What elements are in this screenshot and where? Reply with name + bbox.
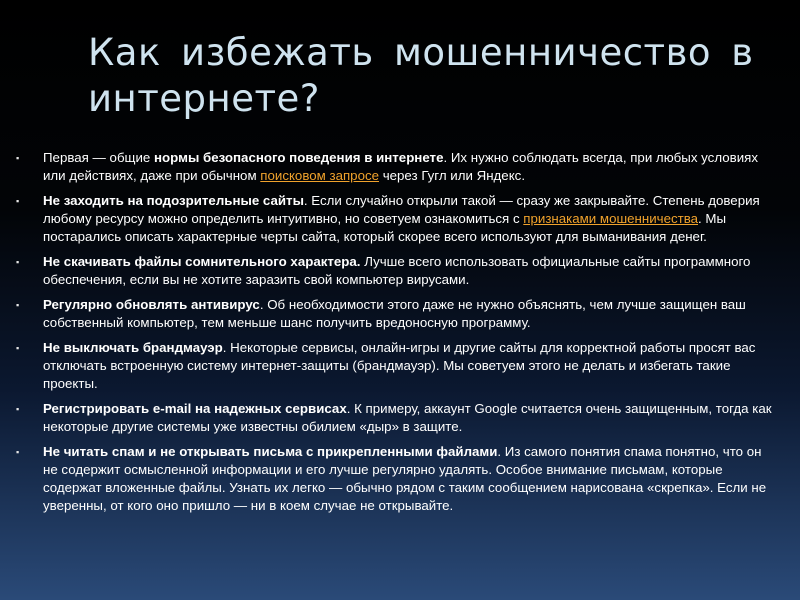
bullet-item: [16, 339, 776, 393]
bullet-text: . Мы постарались описать характерные черты сайта, который скорее всего используют для выманивания денег.: [43, 211, 727, 244]
bullet-list: [16, 149, 776, 522]
bullet-item: [16, 296, 776, 332]
bullet-text: через Гугл или Яндекс.: [379, 168, 526, 183]
bullet-item: [16, 253, 776, 289]
bullet-item: [16, 443, 776, 515]
bullet-text: . Об необходимости этого даже не нужно объяснять, чем лучше защищен ваш собственный компьютер, тем меньше шанс получить вредоносную программу.: [43, 297, 746, 330]
bullet-heading: Не читать спам и не открывать письма с прикрепленными файлами: [43, 444, 498, 459]
bullet-marker-icon: ▪: [16, 343, 20, 353]
bullet-text: . Их нужно соблюдать всегда, при любых условиях или действиях, даже при обычном: [43, 150, 758, 183]
bullet-marker-icon: ▪: [16, 404, 20, 414]
bullet-marker-icon: ▪: [16, 196, 20, 206]
bullet-heading: Регулярно обновлять антивирус: [43, 297, 260, 312]
bullet-text: . Некоторые сервисы, онлайн-игры и другие сайты для корректной работы просят вас отключать встроенную систему интернет-защиты (брандмауэр). Мы советуем этого не делать и избегать такие проекты.: [43, 340, 756, 391]
bullet-item: [16, 149, 776, 185]
bullet-item: [16, 192, 776, 246]
bullet-marker-icon: ▪: [16, 300, 20, 310]
bullet-heading: Не заходить на подозрительные сайты: [43, 193, 304, 208]
bullet-text: . Если случайно открыли такой — сразу же закрывайте. Степень доверия любому ресурсу можно определить интуитивно, но советуем ознакомиться с: [43, 193, 760, 226]
bullet-marker-icon: ▪: [16, 447, 20, 457]
bullet-item: [16, 400, 776, 436]
inline-link[interactable]: поисковом запросе: [260, 168, 380, 183]
bullet-text: Первая — общие: [43, 150, 155, 165]
bullet-text: . К примеру, аккаунт Google считается очень защищенным, тогда как некоторые другие системы уже известны обилием «дыр» в защите.: [43, 401, 772, 434]
bullet-marker-icon: ▪: [16, 257, 20, 267]
bullet-text: Лучше всего использовать официальные сайты программного обеспечения, если вы не хотите заразить свой компьютер вирусами.: [43, 254, 751, 287]
bullet-heading: Не выключать брандмауэр: [43, 340, 223, 355]
bullet-heading: Не скачивать файлы сомнительного характера.: [43, 254, 361, 269]
bullet-text: . Из самого понятия спама понятно, что он не содержит осмысленной информации и его лучше регулярно удалять. Особое внимание письмам, которые содержат вложенные файлы. Узнать их легко — обычно рядом с таким сообщением нарисована «скрепка». Если не уверенны, от кого оно пришло — ни в коем случае не открывайте.: [43, 444, 767, 513]
bullet-marker-icon: ▪: [16, 153, 20, 163]
inline-link[interactable]: признаками мошенничества: [523, 211, 699, 226]
slide-title: Как избежать мошенничество в интернете?: [88, 31, 754, 120]
bullet-heading: Регистрировать e-mail на надежных сервисах: [43, 401, 347, 416]
bullet-heading: нормы безопасного поведения в интернете: [154, 150, 444, 165]
